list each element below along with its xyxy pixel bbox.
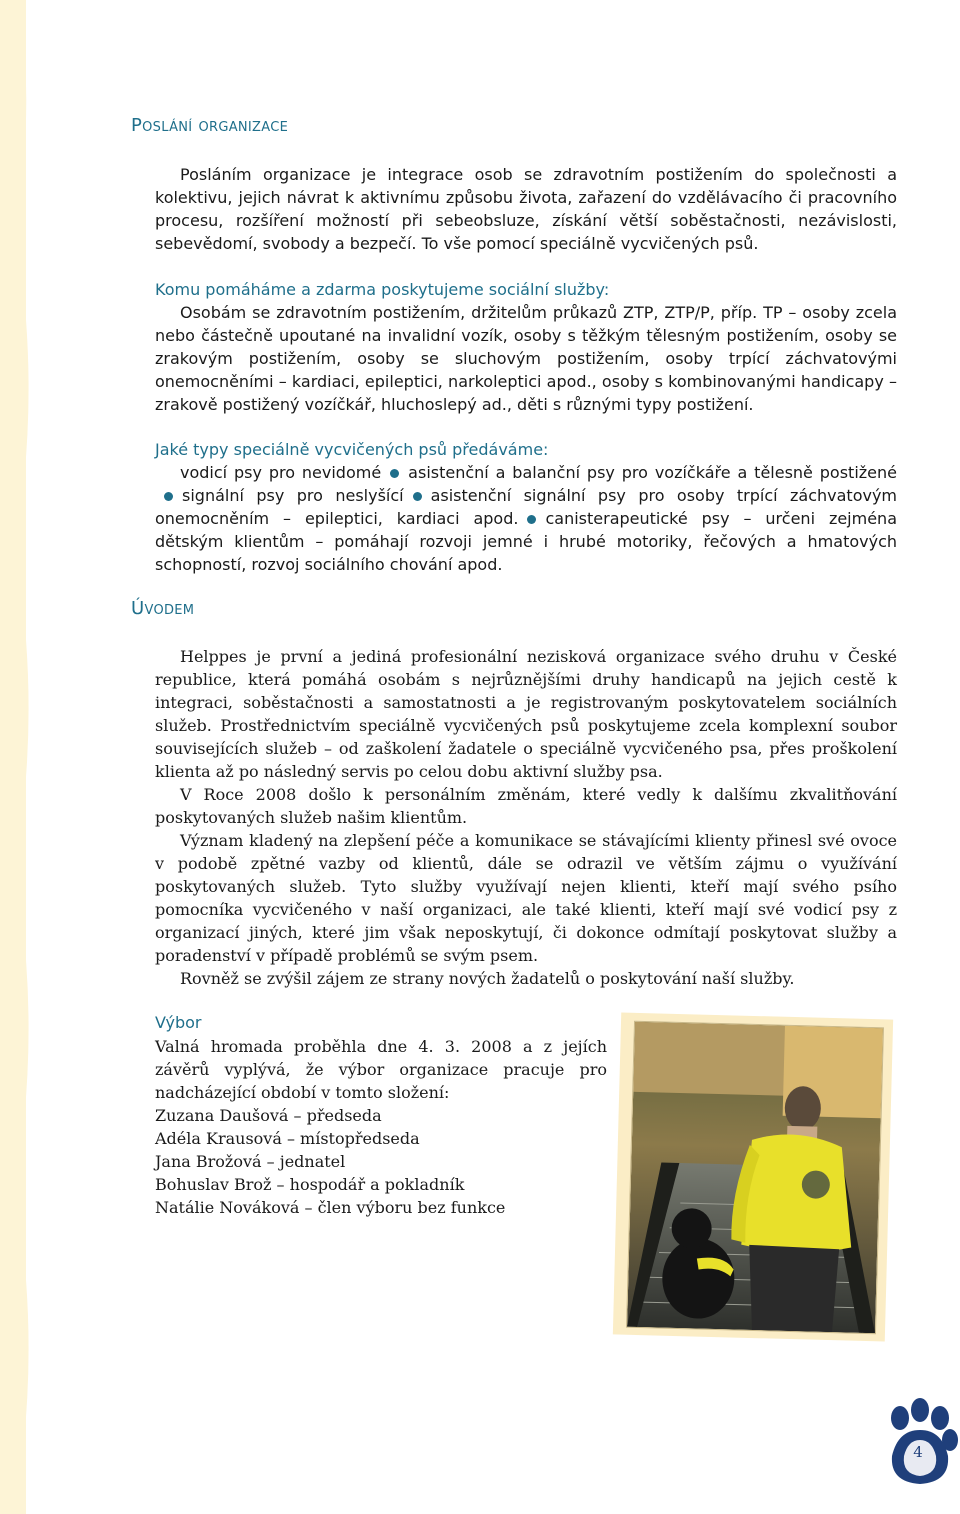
bullet-icon (164, 492, 173, 501)
bullet-icon (413, 492, 422, 501)
typy-item: asistenční signální psy pro osoby trpící záchvatovým onemocněním – epileptici, kardiaci apod. (155, 486, 898, 528)
uvodem-paragraph-text: Helppes je první a jediná profesionální nezisková organizace svého druhu v České republice, která pomáhá osobám s nejrůznějšími druhy handicapů na jejich cestě k integraci, soběstačnosti a samostatnosti a je registrovaným poskytovatelem sociálních služeb. Prostřednictvím speciálně vycvičených psů poskytujeme zcela komplexní soubor souvisejících služeb – od zaškolení žadatele o speciálně vycvičeného psa, přes proškolení klienta až po následný servis po celou dobu aktivní služby psa. (155, 647, 897, 781)
poslani-intro-text: Posláním organizace je integrace osob se zdravotním postižením do společnosti a kolektivu, jejich návrat k aktivnímu způsobu života, zařazení do vzdělávacího či pracovního procesu, rozšíření možností při sebeobsluze, získání větší soběstačnosti, nezávislosti, sebevědomí, svobody a bezpečí. To vše pomocí speciálně vycvičených psů. (155, 165, 897, 253)
uvodem-body (155, 645, 897, 990)
vybor-intro: Valná hromada proběhla dne 4. 3. 2008 a z jejích závěrů vyplývá, že výbor organizace pracuje pro nadcházející období v tomto složení: (155, 1037, 607, 1102)
vybor-member: Natálie Nováková – člen výboru bez funkce (155, 1198, 506, 1217)
photo-illustration (627, 1022, 883, 1333)
poslani-intro (155, 163, 897, 255)
uvodem-paragraph-text: Rovněž se zvýšil zájem ze strany nových žadatelů o poskytování naší služby. (180, 969, 795, 988)
side-band-edge (20, 0, 34, 1514)
typy-item: canisterapeutické psy – určeni zejména dětským klientům – pomáhají rozvoji jemné i hrubé motoriky, řečových a hmatových schopností, rozvoj sociálního chování apod. (155, 509, 897, 574)
vybor-member: Bohuslav Brož – hospodář a pokladník (155, 1175, 465, 1194)
section-heading-poslani: Poslání organizace (131, 115, 289, 136)
photo-woman-with-assistance-dog-on-escalator (626, 1021, 884, 1334)
typy-item: signální psy pro neslyšící (182, 486, 404, 505)
uvodem-paragraph (155, 967, 897, 990)
uvodem-paragraph-text: Význam kladený na zlepšení péče a komunikace se stávajícími klienty přinesl své ovoce v podobě zpětné vazby od klientů, dále se odrazil ve větším zájmu o využívání poskytovaných služeb. Tyto služby využívají nejen klienti, kteří mají svého psího pomocníka vycvičeného v naší organizaci, ale také klienti, kteří mají své vodicí psy z organizací jiných, které jim však neposkytují, či dokonce odmítají poskytovat služby a poradenství v případě problémů se svým psem. (155, 831, 897, 965)
vybor-member: Adéla Krausová – místopředseda (155, 1129, 420, 1148)
typy-list (155, 461, 897, 576)
bullet-icon (390, 469, 399, 478)
page-number: 4 (913, 1443, 923, 1461)
section-heading-uvodem: Úvodem (131, 598, 195, 619)
uvodem-paragraph-text: V Roce 2008 došlo k personálním změnám, které vedly k dalšímu zkvalitňování poskytovaných služeb našim klientům. (155, 785, 897, 827)
komu-heading: Komu pomáháme a zdarma poskytujeme sociální služby: (155, 280, 610, 299)
vybor-block (155, 1035, 615, 1219)
komu-text (155, 301, 897, 416)
uvodem-paragraph (155, 783, 897, 829)
typy-item: vodicí psy pro nevidomé (180, 463, 382, 482)
vybor-member: Jana Brožová – jednatel (155, 1152, 346, 1171)
vybor-member: Zuzana Daušová – předseda (155, 1106, 382, 1125)
uvodem-paragraph (155, 829, 897, 967)
typy-heading: Jaké typy speciálně vycvičených psů předáváme: (155, 440, 549, 459)
bullet-icon (527, 515, 536, 524)
vybor-heading: Výbor (155, 1013, 202, 1032)
uvodem-paragraph (155, 645, 897, 783)
typy-item: asistenční a balanční psy pro vozíčkáře a tělesně postižené (408, 463, 898, 482)
komu-text-body: Osobám se zdravotním postižením, držitelům průkazů ZTP, ZTP/P, příp. TP – osoby zcela nebo částečně upoutané na invalidní vozík, osoby s těžkým tělesným postižením, osoby se zrakovým postižením, osoby se sluchovým postižením, osoby trpící záchvatovými onemocněními – kardiaci, epileptici, narkoleptici apod., osoby s kombinovanými handicapy – zrakově postižený vozíčkář, hluchoslepý ad., děti s různými typy postižení. (155, 303, 897, 414)
